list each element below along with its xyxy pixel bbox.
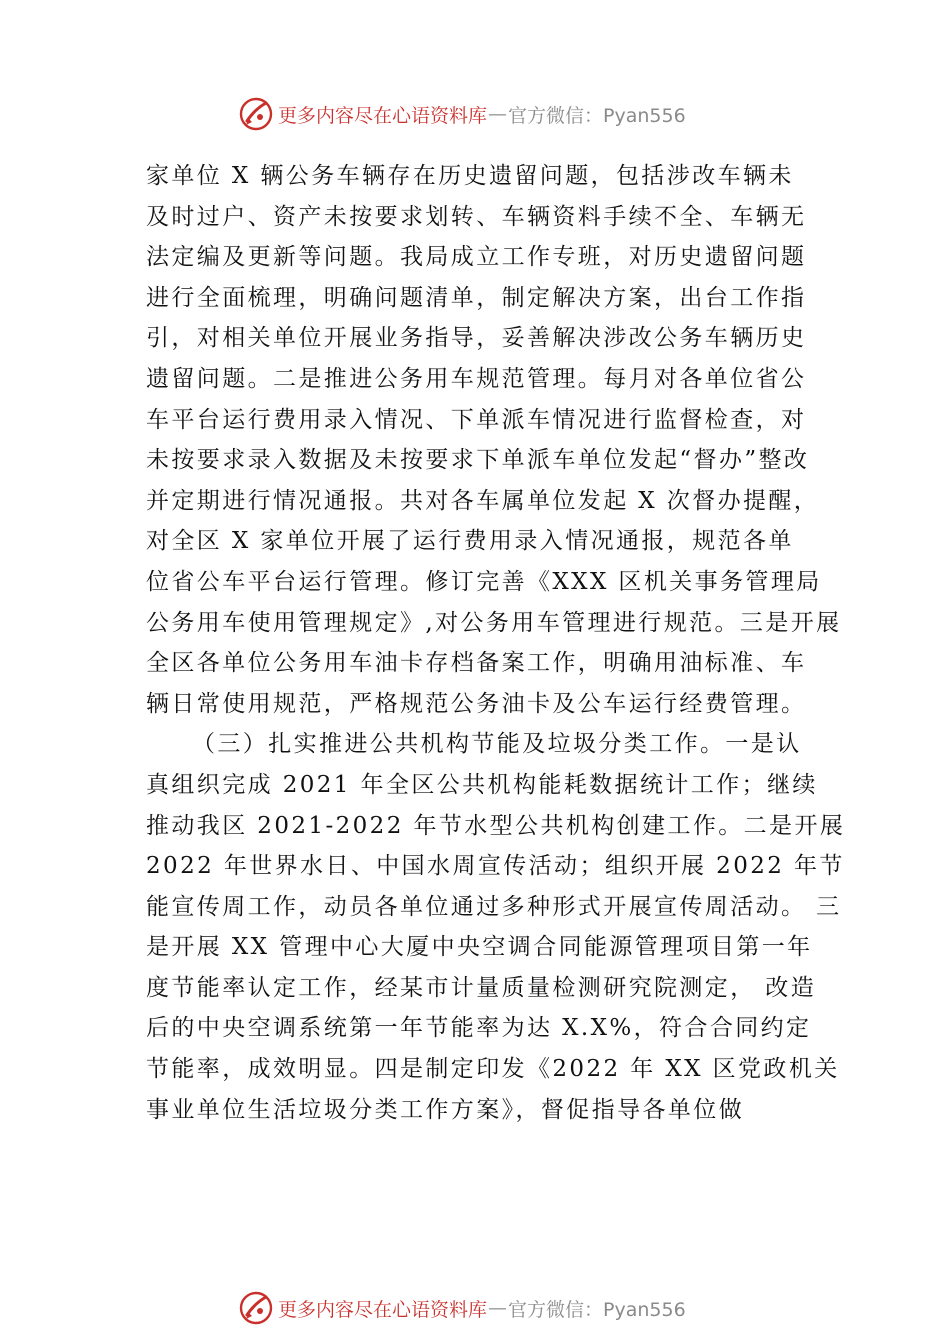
paragraph-line: 推动我区 2021-2022 年节水型公共机构创建工作。二是开展 bbox=[146, 812, 846, 839]
paragraph-line: 引，对相关单位开展业务指导，妥善解决涉改公务车辆历史 bbox=[146, 325, 807, 352]
paragraph-line: 遗留问题。二是推进公务用车规范管理。每月对各单位省公 bbox=[146, 365, 807, 392]
paragraph-line: 全区各单位公务用车油卡存档备案工作，明确用油标准、车 bbox=[146, 650, 807, 677]
banner-site-text: 更多内容尽在心语资料库 bbox=[278, 1298, 488, 1321]
paragraph-line: 后的中央空调系统第一年节能率为达 X.X%，符合合同约定 bbox=[146, 1015, 812, 1042]
paragraph-line: 法定编及更新等问题。我局成立工作专班，对历史遗留问题 bbox=[146, 244, 807, 271]
banner-wechat-text: 官方微信：Pyan556 bbox=[508, 104, 686, 127]
paragraph-line: 事业单位生活垃圾分类工作方案》，督促指导各单位做 bbox=[146, 1096, 745, 1123]
paragraph-line: 车平台运行费用录入情况、下单派车情况进行监督检查，对 bbox=[146, 406, 807, 433]
footer-banner bbox=[238, 1290, 686, 1326]
paragraph-line: 位省公车平台运行管理。修订完善《XXX 区机关事务管理局 bbox=[146, 568, 822, 595]
banner-site-text: 更多内容尽在心语资料库 bbox=[278, 104, 488, 127]
paragraph-line: 2022 年世界水日、中国水周宣传活动；组织开展 2022 年节 bbox=[146, 853, 845, 880]
brush-logo-icon bbox=[238, 96, 274, 132]
paragraph-line: 未按要求录入数据及未按要求下单派车单位发起“督办”整改 bbox=[146, 447, 810, 474]
document-body bbox=[146, 156, 846, 1130]
paragraph-line: 并定期进行情况通报。共对各车属单位发起 X 次督办提醒， bbox=[146, 487, 820, 514]
paragraph-line: 辆日常使用规范，严格规范公务油卡及公车运行经费管理。 bbox=[146, 690, 807, 717]
banner-wechat-text: 官方微信：Pyan556 bbox=[508, 1298, 686, 1321]
banner-dash: — bbox=[488, 103, 508, 125]
paragraph-line: 能宣传周工作，动员各单位通过多种形式开展宣传周活动。 三 bbox=[146, 893, 842, 920]
paragraph-line: 节能率，成效明显。四是制定印发《2022 年 XX 区党政机关 bbox=[146, 1056, 840, 1083]
brush-logo-icon bbox=[238, 1290, 274, 1326]
paragraph-line: 度节能率认定工作，经某市计量质量检测研究院测定， 改造 bbox=[146, 974, 817, 1001]
paragraph-line: 对全区 X 家单位开展了运行费用录入情况通报，规范各单 bbox=[146, 528, 794, 555]
section-heading-line: （三）扎实推进公共机构节能及垃圾分类工作。一是认 bbox=[192, 731, 802, 758]
paragraph-line: 进行全面梳理，明确问题清单，制定解决方案，出台工作指 bbox=[146, 284, 807, 311]
paragraph-line: 是开展 XX 管理中心大厦中央空调合同能源管理项目第一年 bbox=[146, 934, 813, 961]
paragraph-line: 公务用车使用管理规定》,对公务用车管理进行规范。三是开展 bbox=[146, 609, 842, 636]
banner-dash: — bbox=[488, 1297, 508, 1319]
paragraph-line: 及时过户、资产未按要求划转、车辆资料手续不全、车辆无 bbox=[146, 203, 807, 230]
header-banner bbox=[238, 96, 686, 132]
paragraph-line: 家单位 X 辆公务车辆存在历史遗留问题，包括涉改车辆未 bbox=[146, 163, 794, 189]
paragraph-line: 真组织完成 2021 年全区公共机构能耗数据统计工作；继续 bbox=[146, 771, 818, 798]
